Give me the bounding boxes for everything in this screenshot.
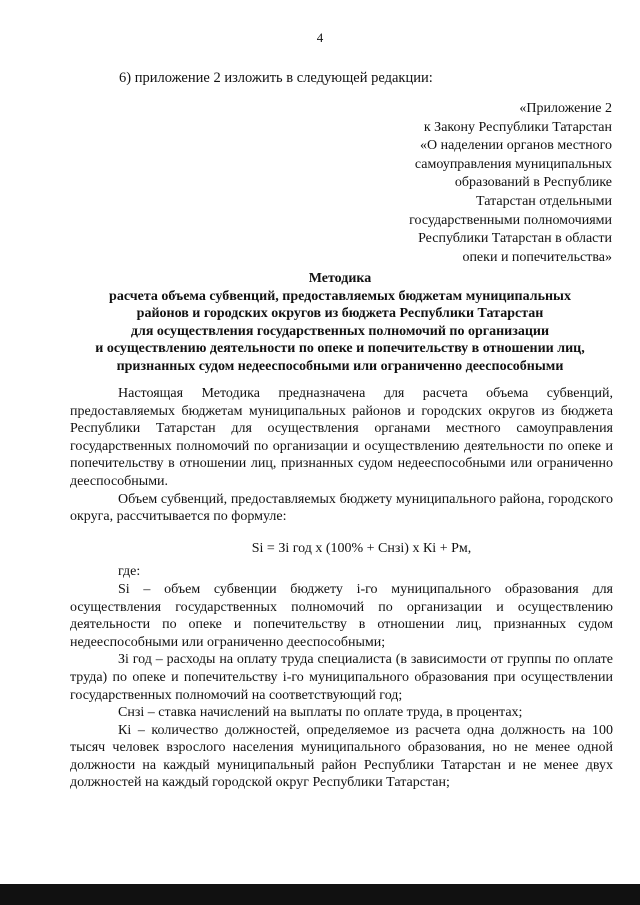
where-label: где: [118,564,141,580]
amendment-intro: 6) приложение 2 изложить в следующей редакции: [119,70,433,86]
methodology-title [60,270,620,375]
page-number: 4 [316,30,324,45]
annex-header [352,100,612,267]
title-line: Методика [308,271,372,286]
annex-line: к Закону Республики Татарстан [423,119,612,135]
title-line: районов и городских округов из бюджета Республики Татарстан [136,306,544,321]
title-line: расчета объема субвенций, предоставляемых бюджетам муниципальных [109,288,571,304]
title-line: признанных судом недееспособными или ограниченно дееспособными [116,358,564,374]
definition-snzi: Снзi – ставка начислений на выплаты по оплате труда, в процентах; [118,705,523,721]
definition-ki: Кi – количество должностей, определяемое из расчета одна должность на 100 тысяч человек взрослого населения муниципального образования, но не менее одной должности на каждый муниципальный район Республики Татарстан и не менее двух должностей на каждый городской округ Республики Татарстан; [70,722,613,791]
document-body [70,385,613,792]
annex-line: самоуправления муниципальных [414,156,612,172]
annex-line: опеки и попечительства» [462,249,612,265]
definition-si: Si – объем субвенции бюджету i-го муниципального образования для осуществления государственных полномочий по организации и осуществлению деятельности по опеке и попечительству в отношении лиц, признанных судом недееспособными или ограниченно дееспособными; [70,581,613,650]
formula: Si = Зi год х (100% + Снзi) х Кi + Рм, [251,540,472,556]
title-line: и осуществлению деятельности по опеке и попечительству в отношении лиц, [95,341,585,356]
paragraph-formula-intro: Объем субвенций, предоставляемых бюджету муниципального района, городского округа, рассчитывается по формуле: [70,491,613,525]
annex-line: государственными полномочиями [409,212,612,228]
annex-line: образований в Республике [454,175,612,191]
scan-edge-bar [0,884,640,905]
annex-line: Республики Татарстан в области [418,231,612,247]
annex-line: «О наделении органов местного [419,138,612,154]
paragraph-purpose: Настоящая Методика предназначена для расчета объема субвенций, предоставляемых бюджетам муниципальных районов и городских округов из бюджета Республики Татарстан для осуществления органами местного самоуправления государственных полномочий по организации и осуществлению деятельности по опеке и попечительству в отношении лиц, признанных судом недееспособными или ограниченно дееспособными. [70,386,613,489]
annex-line: «Приложение 2 [519,101,612,116]
annex-line: Татарстан отдельными [476,193,612,209]
title-line: для осуществления государственных полномочий по организации [130,323,550,339]
definition-zi: Зi год – расходы на оплату труда специалиста (в зависимости от группы по оплате труда) по опеке и попечительству i-го муниципального образования при осуществлении государственных полномочий на соответствующий год; [70,652,613,703]
